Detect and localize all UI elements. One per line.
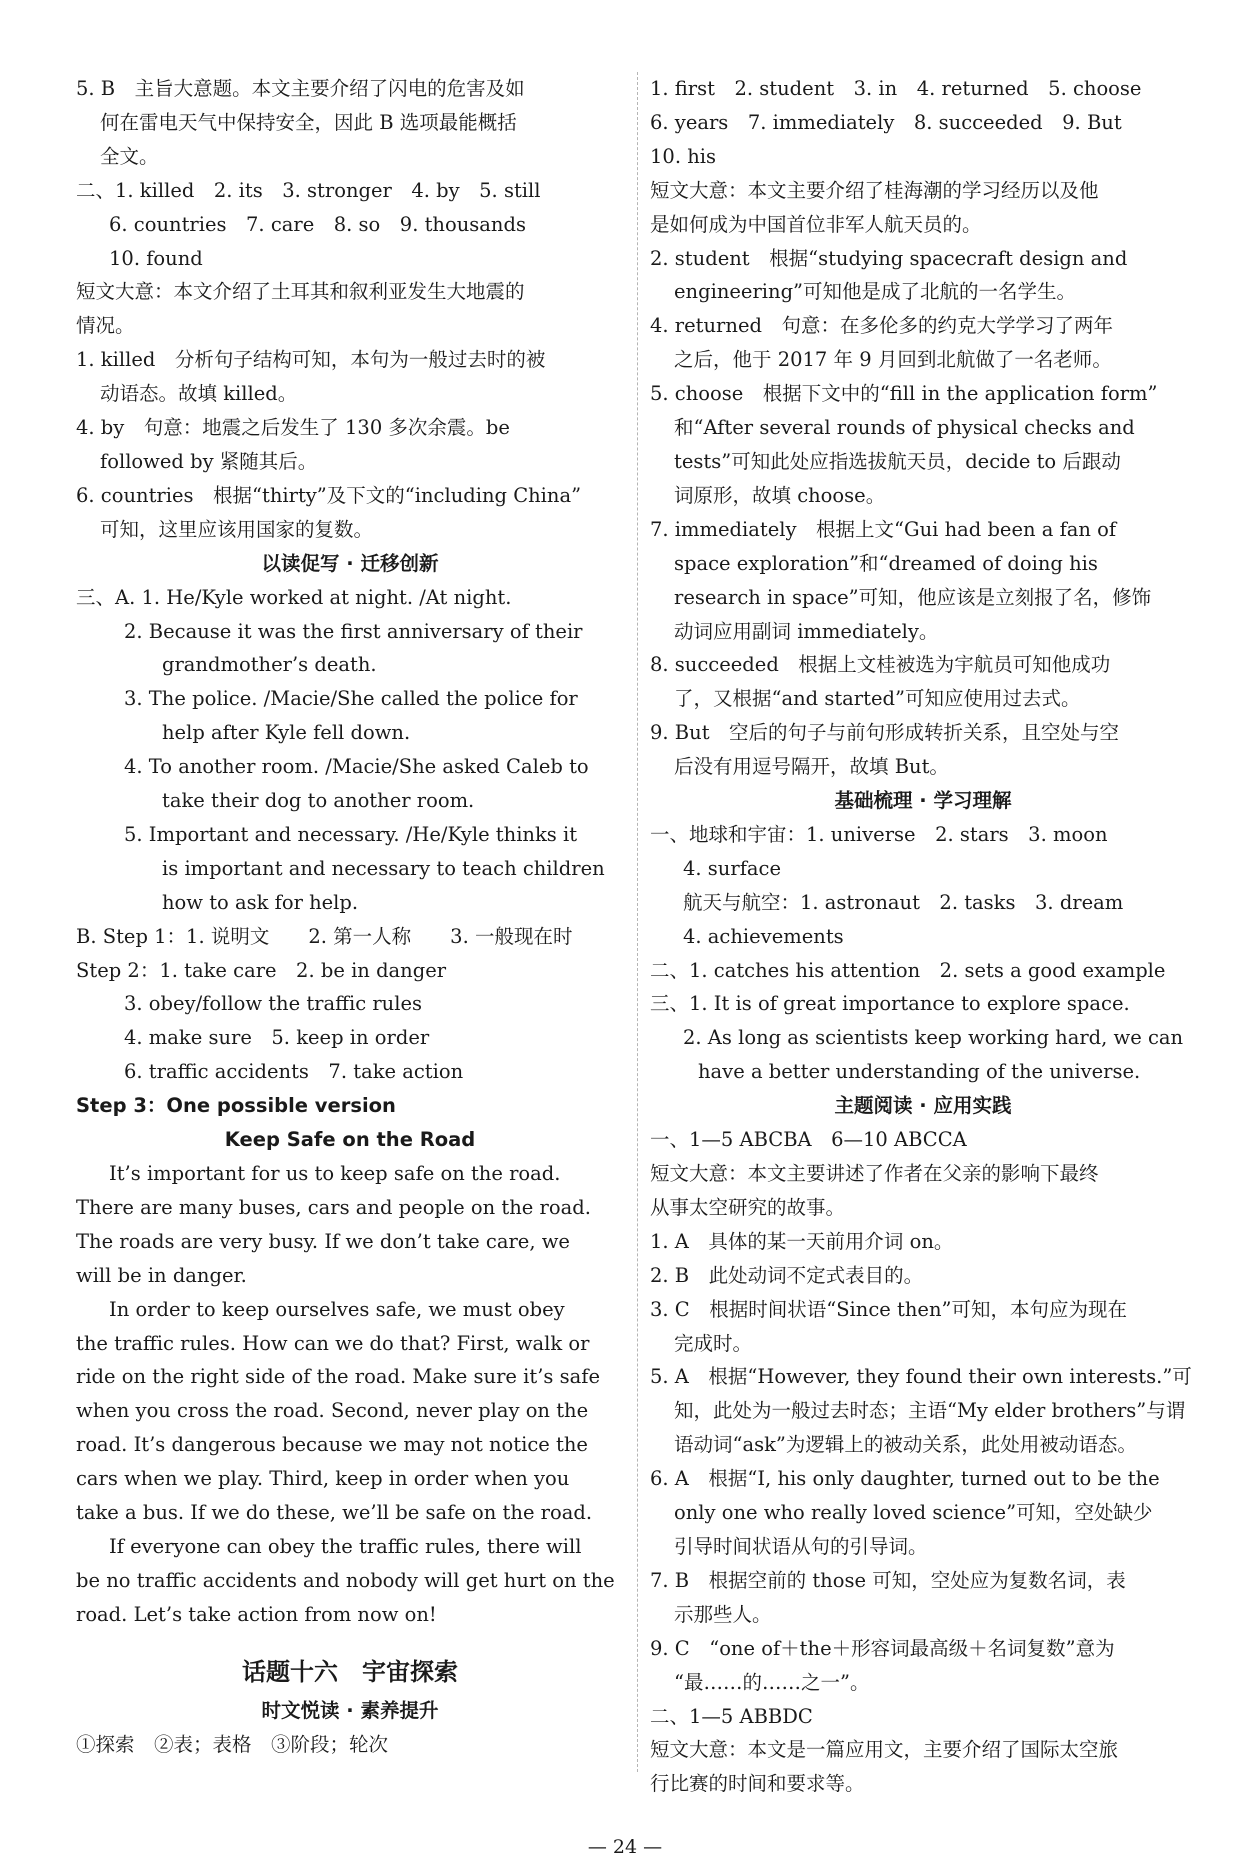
text-line: 5. Important and necessary. /He/Kyle thinks it bbox=[124, 822, 578, 846]
text-line: is important and necessary to teach children bbox=[162, 856, 605, 880]
column-divider bbox=[637, 72, 638, 1772]
text-line: 1. A 具体的某一天前用介词 on。 bbox=[650, 1229, 954, 1253]
text-line: 引导时间状语从句的引导词。 bbox=[674, 1534, 928, 1558]
text-line: “最……的……之一”。 bbox=[674, 1670, 870, 1694]
text-line: 二、1—5 ABBDC bbox=[650, 1704, 813, 1728]
text-line: space exploration”和“dreamed of doing his bbox=[674, 551, 1098, 575]
text-line: help after Kyle fell down. bbox=[162, 721, 411, 745]
text-line: 10. found bbox=[109, 246, 203, 270]
text-line: take a bus. If we do these, we’ll be safe on the road. bbox=[76, 1501, 593, 1525]
text-line: 7. immediately 根据上文“Gui had been a fan of bbox=[650, 517, 1117, 541]
text-line: 1. killed 分析句子结构可知，本句为一般过去时的被 bbox=[76, 348, 546, 372]
text-line: 全文。 bbox=[100, 144, 159, 168]
text-line: will be in danger. bbox=[76, 1263, 247, 1287]
right-column bbox=[650, 72, 1196, 1801]
text-line: 2. As long as scientists keep working hard, we can bbox=[683, 1026, 1184, 1050]
text-line: 5. B 主旨大意题。本文主要介绍了闪电的危害及如 bbox=[76, 77, 525, 100]
text-line: road. Let’s take action from now on! bbox=[76, 1602, 437, 1626]
text-line: 从事太空研究的故事。 bbox=[650, 1195, 846, 1219]
text-line: 6. years 7. immediately 8. succeeded 9. But bbox=[650, 110, 1122, 134]
text-line: 可知，这里应该用国家的复数。 bbox=[100, 517, 374, 541]
text-line: 二、1. catches his attention 2. sets a good example bbox=[650, 958, 1166, 982]
text-line: In order to keep ourselves safe, we must obey bbox=[109, 1297, 565, 1321]
text-line: Step 2：1. take care 2. be in danger bbox=[76, 958, 447, 982]
text-line: 一、地球和宇宙：1. universe 2. stars 3. moon bbox=[650, 822, 1108, 846]
text-line: 2. student 根据“studying spacecraft design and bbox=[650, 246, 1128, 270]
text-line: 词原形，故填 choose。 bbox=[674, 483, 886, 507]
text-line: be no traffic accidents and nobody will get hurt on the bbox=[76, 1568, 615, 1592]
text-line: 后没有用逗号隔开，故填 But。 bbox=[674, 755, 949, 779]
text-line: B. Step 1：1. 说明文 2. 第一人称 3. 一般现在时 bbox=[76, 924, 573, 948]
text-line: 短文大意：本文是一篇应用文，主要介绍了国际太空旅 bbox=[650, 1738, 1119, 1762]
text-line: followed by 紧随其后。 bbox=[100, 449, 318, 473]
text-line: the traffic rules. How can we do that? First, walk or bbox=[76, 1331, 590, 1355]
text-line: 了，又根据“and started”可知应使用过去式。 bbox=[674, 687, 1081, 711]
text-line: If everyone can obey the traffic rules, there will bbox=[109, 1534, 582, 1558]
text-line: 动语态。故填 killed。 bbox=[100, 382, 298, 406]
text-line: 完成时。 bbox=[674, 1331, 753, 1355]
text-line: 何在雷电天气中保持安全，因此 B 选项最能概括 bbox=[100, 110, 517, 134]
text-line: 示那些人。 bbox=[674, 1602, 772, 1626]
text-line: 二、1. killed 2. its 3. stronger 4. by 5. still bbox=[76, 178, 541, 202]
text-line: only one who really loved science”可知，空处缺少 bbox=[674, 1501, 1153, 1525]
text-line: 3. C 根据时间状语“Since then”可知，本句应为现在 bbox=[650, 1297, 1127, 1321]
text-line: 10. his bbox=[650, 144, 717, 168]
text-line: 三、1. It is of great importance to explore space. bbox=[650, 992, 1130, 1016]
left-column bbox=[76, 72, 624, 1762]
text-line: 6. A 根据“I, his only daughter, turned out to be the bbox=[650, 1467, 1160, 1491]
section-heading: 基础梳理 · 学习理解 bbox=[834, 789, 1012, 813]
text-line: 知，此处为一般过去时态；主语“My elder brothers”与谓 bbox=[674, 1399, 1186, 1423]
text-line: 4. by 句意：地震之后发生了 130 多次余震。be bbox=[76, 416, 510, 440]
text-line: The roads are very busy. If we don’t take care, we bbox=[76, 1229, 570, 1253]
text-line: how to ask for help. bbox=[162, 890, 359, 914]
text-line: There are many buses, cars and people on the road. bbox=[76, 1195, 591, 1219]
text-line: cars when we play. Third, keep in order when you bbox=[76, 1467, 570, 1491]
text-line: have a better understanding of the universe. bbox=[698, 1060, 1141, 1084]
text-line: 情况。 bbox=[76, 314, 135, 338]
text-line: 2. Because it was the first anniversary of their bbox=[124, 619, 583, 643]
text-line: 9. But 空后的句子与前句形成转折关系，且空处与空 bbox=[650, 721, 1120, 745]
text-line: 8. succeeded 根据上文桂被选为宇航员可知他成功 bbox=[650, 653, 1111, 677]
text-line: 9. C “one of＋the＋形容词最高级＋名词复数”意为 bbox=[650, 1636, 1115, 1660]
text-line: It’s important for us to keep safe on the road. bbox=[109, 1162, 561, 1185]
text-line: 6. countries 根据“thirty”及下文的“including China” bbox=[76, 483, 582, 507]
text-line: 语动词“ask”为逻辑上的被动关系，此处用被动语态。 bbox=[674, 1433, 1137, 1457]
text-line: grandmother’s death. bbox=[162, 653, 377, 677]
text-line: tests”可知此处应指选拔航天员，decide to 后跟动 bbox=[674, 449, 1121, 473]
text-line: 和“After several rounds of physical checks and bbox=[674, 416, 1135, 440]
text-line: 5. A 根据“However, they found their own interests.”可 bbox=[650, 1365, 1192, 1389]
text-line: 航天与航空：1. astronaut 2. tasks 3. dream bbox=[683, 890, 1124, 914]
text-line: road. It’s dangerous because we may not notice the bbox=[76, 1433, 588, 1457]
topic-title: 话题十六 宇宙探索 bbox=[242, 1657, 458, 1686]
text-line: 一、1—5 ABCBA 6—10 ABCCA bbox=[650, 1128, 967, 1152]
section-heading: 时文悦读 · 素养提升 bbox=[261, 1698, 439, 1722]
text-line: engineering”可知他是成了北航的一名学生。 bbox=[674, 280, 1077, 304]
text-line: 短文大意：本文介绍了土耳其和叙利亚发生大地震的 bbox=[76, 280, 525, 304]
text-line: 3. obey/follow the traffic rules bbox=[124, 992, 423, 1016]
text-line: research in space”可知，他应该是立刻报了名，修饰 bbox=[674, 585, 1152, 609]
text-line: take their dog to another room. bbox=[162, 789, 475, 813]
section-heading: Keep Safe on the Road bbox=[224, 1128, 476, 1152]
text-line: 6. countries 7. care 8. so 9. thousands bbox=[109, 212, 526, 236]
text-line: 4. surface bbox=[683, 856, 781, 880]
section-heading: 主题阅读 · 应用实践 bbox=[834, 1094, 1012, 1118]
text-line: 5. choose 根据下文中的“fill in the application form” bbox=[650, 382, 1158, 406]
text-line: 6. traffic accidents 7. take action bbox=[124, 1060, 464, 1084]
text-line: 是如何成为中国首位非军人航天员的。 bbox=[650, 212, 982, 236]
text-line: 4. achievements bbox=[683, 924, 844, 948]
section-heading: 以读促写 · 迁移创新 bbox=[261, 551, 439, 575]
text-line: ride on the right side of the road. Make sure it’s safe bbox=[76, 1365, 601, 1389]
text-line: 短文大意：本文主要介绍了桂海潮的学习经历以及他 bbox=[650, 178, 1099, 202]
text-line: 4. To another room. /Macie/She asked Caleb to bbox=[124, 755, 589, 779]
text-line: 短文大意：本文主要讲述了作者在父亲的影响下最终 bbox=[650, 1162, 1099, 1185]
text-line: Step 3：One possible version bbox=[76, 1094, 396, 1118]
text-line: ①探索 ②表；表格 ③阶段；轮次 bbox=[76, 1732, 389, 1756]
text-line: 之后，他于 2017 年 9 月回到北航做了一名老师。 bbox=[674, 348, 1112, 372]
text-line: 3. The police. /Macie/She called the police for bbox=[124, 687, 578, 711]
text-line: 2. B 此处动词不定式表目的。 bbox=[650, 1263, 924, 1287]
text-line: 7. B 根据空前的 those 可知，空处应为复数名词，表 bbox=[650, 1568, 1126, 1592]
text-line: 1. first 2. student 3. in 4. returned 5. choose bbox=[650, 77, 1142, 100]
page-number: — 24 — bbox=[587, 1836, 663, 1858]
text-line: 4. returned 句意：在多伦多的约克大学学习了两年 bbox=[650, 314, 1113, 338]
text-line: 动词应用副词 immediately。 bbox=[674, 619, 939, 643]
text-line: 三、A. 1. He/Kyle worked at night. /At night. bbox=[76, 585, 512, 609]
text-line: 行比赛的时间和要求等。 bbox=[650, 1772, 865, 1796]
text-line: 4. make sure 5. keep in order bbox=[124, 1026, 430, 1050]
text-line: when you cross the road. Second, never play on the bbox=[76, 1399, 589, 1423]
